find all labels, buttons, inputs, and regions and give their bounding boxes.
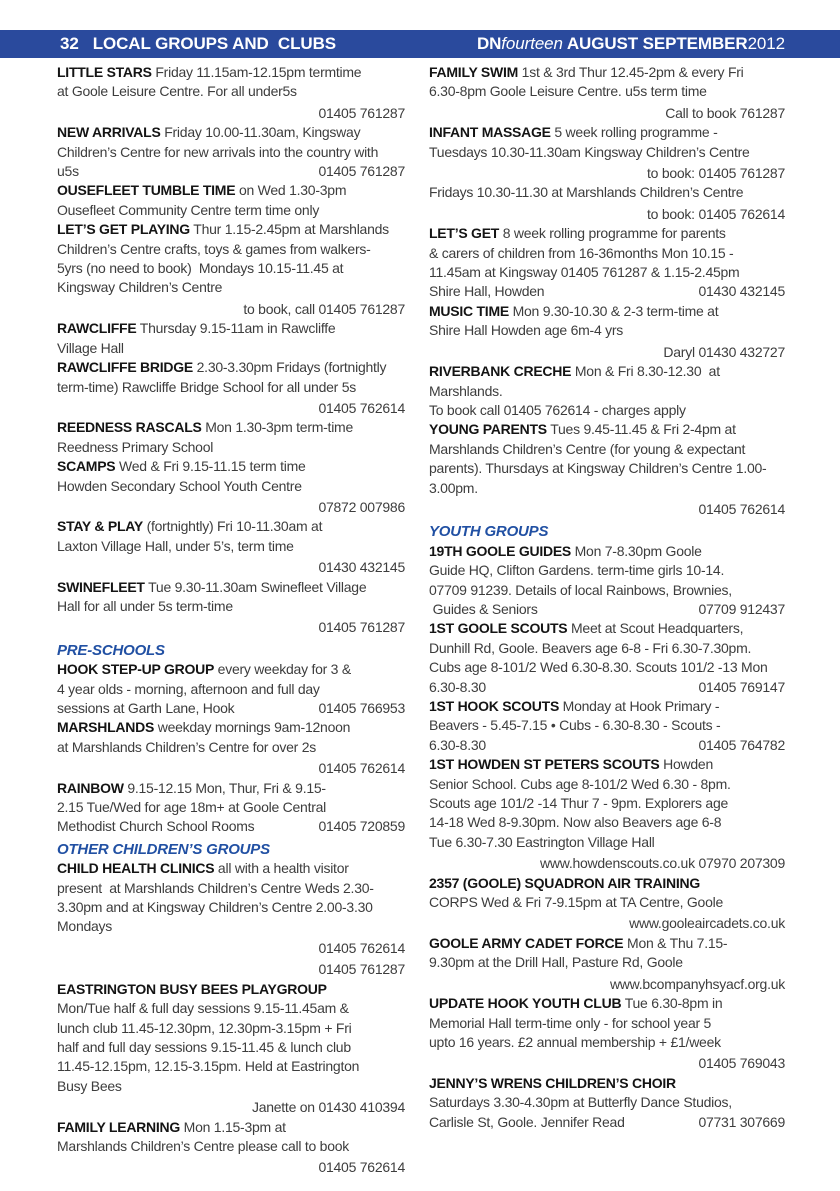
entry-text: CORPS Wed & Fri 7-9.15pm at TA Centre, Goole	[429, 894, 724, 911]
entry-line	[57, 898, 405, 917]
entry-text: 4 year olds - morning, afternoon and full day	[57, 680, 320, 697]
entry-contact: 01405 769043	[698, 1055, 785, 1072]
entry-contact: Call to book 761287	[665, 104, 785, 121]
entry-contact: 01405 761287	[318, 104, 405, 121]
entry-line	[429, 282, 785, 301]
entry-text: u5s	[57, 163, 79, 180]
entry-line	[57, 498, 405, 517]
entry-text: Carlisle St, Goole. Jennifer Read	[429, 1113, 625, 1130]
entry-text: Guides & Seniors	[429, 600, 538, 617]
entry-contact: 01405 720859	[318, 818, 405, 835]
entry-line	[57, 123, 405, 142]
entry-line	[57, 1137, 405, 1156]
entry-line	[57, 278, 405, 297]
entry-line	[57, 738, 405, 757]
entry-text: Laxton Village Hall, under 5’s, term time	[57, 537, 294, 554]
entry-line	[57, 358, 405, 377]
entry-line	[429, 678, 785, 697]
entry-title: UPDATE HOOK YOUTH CLUB	[429, 995, 622, 1012]
entry-line	[429, 362, 785, 381]
entry-line	[57, 1098, 405, 1117]
entry-line	[57, 378, 405, 397]
entry-text: Mon 9.30-10.30 & 2-3 term-time at	[508, 302, 719, 319]
entry-line	[57, 578, 405, 597]
entry-text: Thur 1.15-2.45pm at Marshlands	[189, 221, 389, 238]
entry-title: SWINEFLEET	[57, 578, 145, 595]
entry-text: Friday 11.15am-12.15pm termtime	[151, 64, 362, 80]
entry-text: Beavers - 5.45-7.15 • Cubs - 6.30-8.30 - Scouts -	[429, 717, 721, 734]
entry-text: Marshlands.	[429, 382, 503, 399]
entry-line	[429, 833, 785, 852]
entry-contact: 07731 307669	[698, 1113, 785, 1130]
entry-line	[429, 1093, 785, 1112]
entry-text: 6.30-8.30	[429, 736, 486, 753]
entry-line	[57, 418, 405, 437]
entry-title: REEDNESS RASCALS	[57, 419, 202, 436]
entry-title: LET’S GET PLAYING	[57, 221, 190, 238]
entry-text: Mon 1.15-3pm at	[180, 1118, 286, 1135]
content-columns	[0, 58, 840, 1178]
entry-line	[57, 939, 405, 958]
entry-text: Marshlands Children’s Centre please call to book	[57, 1137, 350, 1154]
entry-line	[429, 975, 785, 994]
entry-line	[57, 817, 405, 836]
entry-contact: 07709 912437	[698, 600, 785, 617]
entry-line	[429, 205, 785, 224]
entry-text: weekday mornings 9am-12noon	[154, 719, 351, 736]
entry-line	[57, 1158, 405, 1177]
entry-line	[429, 500, 785, 519]
entry-line	[57, 300, 405, 319]
entry-line	[429, 382, 785, 401]
entry-text: every weekday for 3 &	[214, 661, 351, 678]
entry-text: Wed & Fri 9.15-11.15 term time	[115, 458, 306, 475]
header-left	[60, 34, 336, 54]
entry-line	[57, 597, 405, 616]
entry-contact: 01430 432145	[318, 559, 405, 576]
entry-line	[429, 716, 785, 735]
entry-line	[429, 1014, 785, 1033]
entry-text: Reedness Primary School	[57, 438, 214, 455]
entry-line	[429, 953, 785, 972]
entry-text: 11.45-12.15pm, 12.15-3.15pm. Held at Eastrington	[57, 1058, 360, 1075]
magazine-year: 2012	[747, 34, 785, 53]
entry-text: Cubs age 8-101/2 Wed 6.30-8.30. Scouts 101/2 -13 Mon	[429, 659, 768, 676]
entry-line	[429, 736, 785, 755]
entry-text: Howden Secondary School Youth Centre	[57, 477, 302, 494]
entry-line	[429, 123, 785, 142]
entry-text: Tues 9.45-11.45 & Fri 2-4pm at	[546, 421, 736, 438]
entry-text: Saturdays 3.30-4.30pm at Butterfly Dance Studios,	[429, 1094, 732, 1111]
header-right	[477, 34, 785, 54]
entry-text: 3.30pm and at Kingsway Children’s Centre 2.00-3.30	[57, 899, 373, 916]
entry-title: 2357 (GOOLE) SQUADRON AIR TRAINING	[429, 874, 701, 891]
entry-title: MUSIC TIME	[429, 302, 509, 319]
entry-contact: 01405 762614	[318, 1159, 405, 1176]
entry-text: on Wed 1.30-3pm	[235, 182, 347, 199]
entry-text: Thursday 9.15-11am in Rawcliffe	[136, 320, 336, 337]
entry-line	[429, 639, 785, 658]
entry-text: Mon & Fri 8.30-12.30 at	[571, 363, 720, 380]
entry-text: Children’s Centre crafts, toys & games from walkers-	[57, 240, 371, 257]
entry-title: FAMILY SWIM	[429, 64, 519, 80]
entry-contact: 01405 762614	[698, 500, 785, 517]
entry-title: OUSEFLEET TUMBLE TIME	[57, 182, 236, 199]
entry-text: 3.00pm.	[429, 479, 478, 496]
entry-text: Busy Bees	[57, 1077, 122, 1094]
entry-text: 11.45am at Kingsway 01405 761287 & 1.15-2.45pm	[429, 264, 740, 281]
entry-text: half and full day sessions 9.15-11.45 & lunch club	[57, 1038, 351, 1055]
entry-contact: 01405 769147	[698, 678, 785, 695]
entry-contact: 07872 007986	[318, 498, 405, 515]
entry-line	[429, 183, 785, 202]
entry-line	[429, 104, 785, 123]
entry-text: 9.30pm at the Drill Hall, Pasture Rd, Goole	[429, 954, 683, 971]
entry-title: JENNY’S WRENS CHILDREN’S CHOIR	[429, 1074, 676, 1091]
entry-line	[57, 259, 405, 278]
entry-line	[57, 517, 405, 536]
entry-text: all with a health visitor	[214, 860, 349, 877]
entry-line	[429, 658, 785, 677]
entry-line	[429, 143, 785, 162]
entry-line	[429, 994, 785, 1013]
entry-text: Friday 10.00-11.30am, Kingsway	[160, 124, 361, 141]
entry-title: NEW ARRIVALS	[57, 124, 161, 141]
entry-title: RAWCLIFFE	[57, 320, 137, 337]
entry-title: INFANT MASSAGE	[429, 124, 551, 141]
entry-line	[57, 457, 405, 476]
entry-line	[429, 321, 785, 340]
entry-line	[429, 561, 785, 580]
entry-line	[57, 339, 405, 358]
entry-line	[429, 1113, 785, 1132]
entry-text: Memorial Hall term-time only - for school year 5	[429, 1014, 712, 1031]
entry-text: lunch club 11.45-12.30pm, 12.30pm-3.15pm + Fri	[57, 1019, 352, 1036]
entry-line	[429, 542, 785, 561]
entry-text: Kingsway Children’s Centre	[57, 279, 223, 296]
column-right	[429, 63, 785, 1178]
entry-line	[57, 759, 405, 778]
entry-text: at Goole Leisure Centre. For all under5s	[57, 83, 297, 100]
entry-text: term-time) Rawcliffe Bridge School for all under 5s	[57, 378, 357, 395]
entry-text: 5yrs (no need to book) Mondays 10.15-11.45 at	[57, 260, 344, 277]
entry-contact: 01430 432145	[698, 283, 785, 300]
entry-text: Marshlands Children’s Centre (for young & expectant	[429, 440, 746, 457]
entry-contact: 01405 761287	[318, 163, 405, 180]
entry-text: Village Hall	[57, 339, 124, 356]
entry-title: SCAMPS	[57, 458, 116, 475]
entry-contact: www.gooleaircadets.co.uk	[629, 915, 785, 932]
entry-text: upto 16 years. £2 annual membership + £1/week	[429, 1033, 721, 1050]
entry-line	[429, 1033, 785, 1052]
entry-title: RIVERBANK CRECHE	[429, 363, 572, 380]
entry-text: 9.15-12.15 Mon, Thur, Fri & 9.15-	[123, 779, 326, 796]
entry-line	[429, 479, 785, 498]
entry-line	[429, 697, 785, 716]
entry-text: parents). Thursdays at Kingsway Children’s Centre 1.00-	[429, 460, 767, 477]
entry-title: 1ST GOOLE SCOUTS	[429, 620, 568, 637]
entry-text: 1st & 3rd Thur 12.45-2pm & every Fri	[518, 64, 744, 80]
entry-title: 1ST HOWDEN ST PETERS SCOUTS	[429, 756, 660, 773]
entry-text: 6.30-8.30	[429, 678, 486, 695]
entry-text: Shire Hall Howden age 6m-4 yrs	[429, 322, 624, 339]
entry-line	[57, 859, 405, 878]
entry-line	[57, 399, 405, 418]
entry-title: YOUNG PARENTS	[429, 421, 547, 438]
entry-title: RAWCLIFFE BRIDGE	[57, 359, 193, 376]
page-header-bar	[0, 30, 840, 58]
entry-title: RAINBOW	[57, 779, 124, 796]
entry-text: Monday at Hook Primary -	[559, 698, 720, 714]
entry-line	[57, 201, 405, 220]
entry-title: FAMILY LEARNING	[57, 1118, 181, 1135]
entry-line	[57, 220, 405, 239]
magazine-months: AUGUST SEPTEMBER	[562, 34, 748, 53]
entry-line	[429, 755, 785, 774]
entry-text: Senior School. Cubs age 8-101/2 Wed 6.30 - 8pm.	[429, 775, 731, 792]
entry-text: Dunhill Rd, Goole. Beavers age 6-8 - Fri 6.30-7.30pm.	[429, 639, 752, 656]
entry-line	[429, 600, 785, 619]
entry-line	[429, 619, 785, 638]
entry-text: present at Marshlands Children’s Centre Weds 2.30-	[57, 879, 374, 896]
entry-title: GOOLE ARMY CADET FORCE	[429, 934, 624, 951]
entry-text: sessions at Garth Lane, Hook	[57, 700, 235, 716]
entry-contact: 01405 762614	[318, 399, 405, 416]
entry-text: Meet at Scout Headquarters,	[567, 620, 744, 637]
entry-line	[429, 164, 785, 183]
entry-line	[429, 440, 785, 459]
entry-line	[429, 934, 785, 953]
entry-text: 8 week rolling programme for parents	[499, 225, 726, 242]
entry-line	[429, 82, 785, 101]
entry-line	[57, 917, 405, 936]
entry-title: 19TH GOOLE GUIDES	[429, 542, 571, 559]
entry-line	[57, 319, 405, 338]
entry-text: Tue 9.30-11.30am Swinefleet Village	[144, 578, 367, 595]
entry-line	[57, 82, 405, 101]
entry-line	[57, 1077, 405, 1096]
entry-text: 2.30-3.30pm Fridays (fortnightly	[193, 359, 387, 376]
entry-line	[57, 143, 405, 162]
entry-line	[57, 960, 405, 979]
entry-line	[57, 879, 405, 898]
magazine-name: DN	[476, 34, 502, 53]
entry-text: Children’s Centre for new arrivals into the country with	[57, 143, 379, 160]
entry-line	[57, 558, 405, 577]
entry-contact: to book: 01405 761287	[647, 165, 785, 182]
section-heading: YOUTH GROUPS	[429, 523, 549, 541]
entry-line	[429, 459, 785, 478]
entry-text: Shire Hall, Howden	[429, 283, 545, 300]
entry-line	[57, 1057, 405, 1076]
entry-line	[57, 779, 405, 798]
entry-contact: Janette on 01430 410394	[251, 1099, 405, 1116]
entry-text: (fortnightly) Fri 10-11.30am at	[142, 518, 323, 535]
entry-line	[57, 660, 405, 679]
entry-line	[57, 999, 405, 1018]
entry-text: Tue 6.30-8pm in	[621, 995, 723, 1012]
entry-contact: Daryl 01430 432727	[663, 343, 785, 360]
entry-contact: 01405 766953	[318, 700, 405, 716]
entry-contact: www.bcompanyhsyacf.org.uk	[609, 975, 785, 992]
entry-line	[429, 420, 785, 439]
entry-title: EASTRINGTON BUSY BEES PLAYGROUP	[57, 980, 327, 997]
entry-line	[429, 263, 785, 282]
entry-line	[57, 980, 405, 999]
entry-contact: 01405 761287	[318, 619, 405, 636]
entry-line	[57, 718, 405, 737]
entry-contact: 01405 764782	[698, 736, 785, 753]
entry-text: 07709 91239. Details of local Rainbows, Brownies,	[429, 581, 732, 598]
entry-line	[429, 914, 785, 933]
page-number: 32	[60, 34, 79, 53]
entry-text: Mondays	[57, 918, 113, 935]
entry-line	[57, 63, 405, 82]
entry-contact: to book: 01405 762614	[647, 205, 785, 222]
entry-line	[57, 798, 405, 817]
entry-text: Methodist Church School Rooms	[57, 818, 255, 835]
column-left	[57, 63, 405, 1178]
entry-line	[429, 581, 785, 600]
entry-line	[57, 104, 405, 123]
entry-text: Tue 6.30-7.30 Eastrington Village Hall	[429, 833, 655, 850]
entry-line	[429, 794, 785, 813]
entry-contact: 01405 761287	[318, 961, 405, 978]
section-heading: OTHER CHILDREN’S GROUPS	[57, 840, 270, 858]
entry-line	[57, 1118, 405, 1137]
entry-text: at Marshlands Children’s Centre for over 2s	[57, 738, 317, 755]
entry-text: 2.15 Tue/Wed for age 18m+ at Goole Central	[57, 799, 327, 816]
entry-line	[429, 302, 785, 321]
entry-text: Guide HQ, Clifton Gardens. term-time girls 10-14.	[429, 562, 725, 579]
entry-text: Howden	[659, 756, 714, 773]
entry-title: LET’S GET	[429, 225, 500, 242]
page-title: LOCAL GROUPS AND CLUBS	[92, 34, 336, 53]
entry-line	[57, 680, 405, 699]
entry-line	[429, 893, 785, 912]
magazine-issue: fourteen	[501, 34, 563, 53]
entry-line	[429, 244, 785, 263]
entry-line	[57, 1019, 405, 1038]
entry-line	[429, 874, 785, 893]
entry-text: Hall for all under 5s term-time	[57, 597, 233, 614]
entry-text: Mon 1.30-3pm term-time	[201, 419, 354, 436]
entry-text: Scouts age 101/2 -14 Thur 7 - 9pm. Explorers age	[429, 795, 729, 812]
entry-line	[429, 224, 785, 243]
entry-title: STAY & PLAY	[57, 518, 143, 535]
entry-line	[429, 63, 785, 82]
entry-contact: www.howdenscouts.co.uk 07970 207309	[540, 855, 785, 872]
entry-line	[57, 699, 405, 718]
entry-line	[57, 181, 405, 200]
entry-text: Mon 7-8.30pm Goole	[571, 542, 702, 559]
entry-title: LITTLE STARS	[57, 64, 152, 80]
entry-line	[429, 813, 785, 832]
entry-text: Fridays 10.30-11.30 at Marshlands Children’s Centre	[429, 184, 744, 201]
entry-line	[429, 401, 785, 420]
entry-line	[57, 618, 405, 637]
entry-text: Mon & Thu 7.15-	[623, 934, 728, 951]
entry-line	[57, 240, 405, 259]
entry-line	[57, 477, 405, 496]
entry-text: & carers of children from 16-36months Mon 10.15 -	[429, 244, 734, 261]
entry-text: 6.30-8pm Goole Leisure Centre. u5s term time	[429, 83, 707, 100]
entry-contact: 01405 762614	[318, 939, 405, 956]
entry-line	[429, 1054, 785, 1073]
entry-title: CHILD HEALTH CLINICS	[57, 860, 215, 877]
entry-contact: to book, call 01405 761287	[243, 300, 405, 317]
entry-line	[429, 1074, 785, 1093]
entry-text: Ousefleet Community Centre term time only	[57, 201, 320, 218]
entry-line	[57, 162, 405, 181]
section-heading: PRE-SCHOOLS	[57, 641, 165, 659]
entry-line	[57, 537, 405, 556]
entry-text: 14-18 Wed 8-9.30pm. Now also Beavers age 6-8	[429, 814, 722, 831]
entry-title: MARSHLANDS	[57, 719, 155, 736]
entry-contact: 01405 762614	[318, 760, 405, 777]
entry-line	[429, 343, 785, 362]
entry-text: 5 week rolling programme -	[550, 124, 718, 141]
entry-line	[429, 854, 785, 873]
entry-title: 1ST HOOK SCOUTS	[429, 698, 560, 714]
entry-text: To book call 01405 762614 - charges apply	[429, 401, 686, 418]
entry-text: Mon/Tue half & full day sessions 9.15-11.45am &	[57, 1000, 349, 1017]
entry-line	[429, 775, 785, 794]
entry-title: HOOK STEP-UP GROUP	[57, 661, 215, 678]
entry-text: Tuesdays 10.30-11.30am Kingsway Children’s Centre	[429, 143, 750, 160]
entry-line	[57, 438, 405, 457]
entry-line	[57, 1038, 405, 1057]
